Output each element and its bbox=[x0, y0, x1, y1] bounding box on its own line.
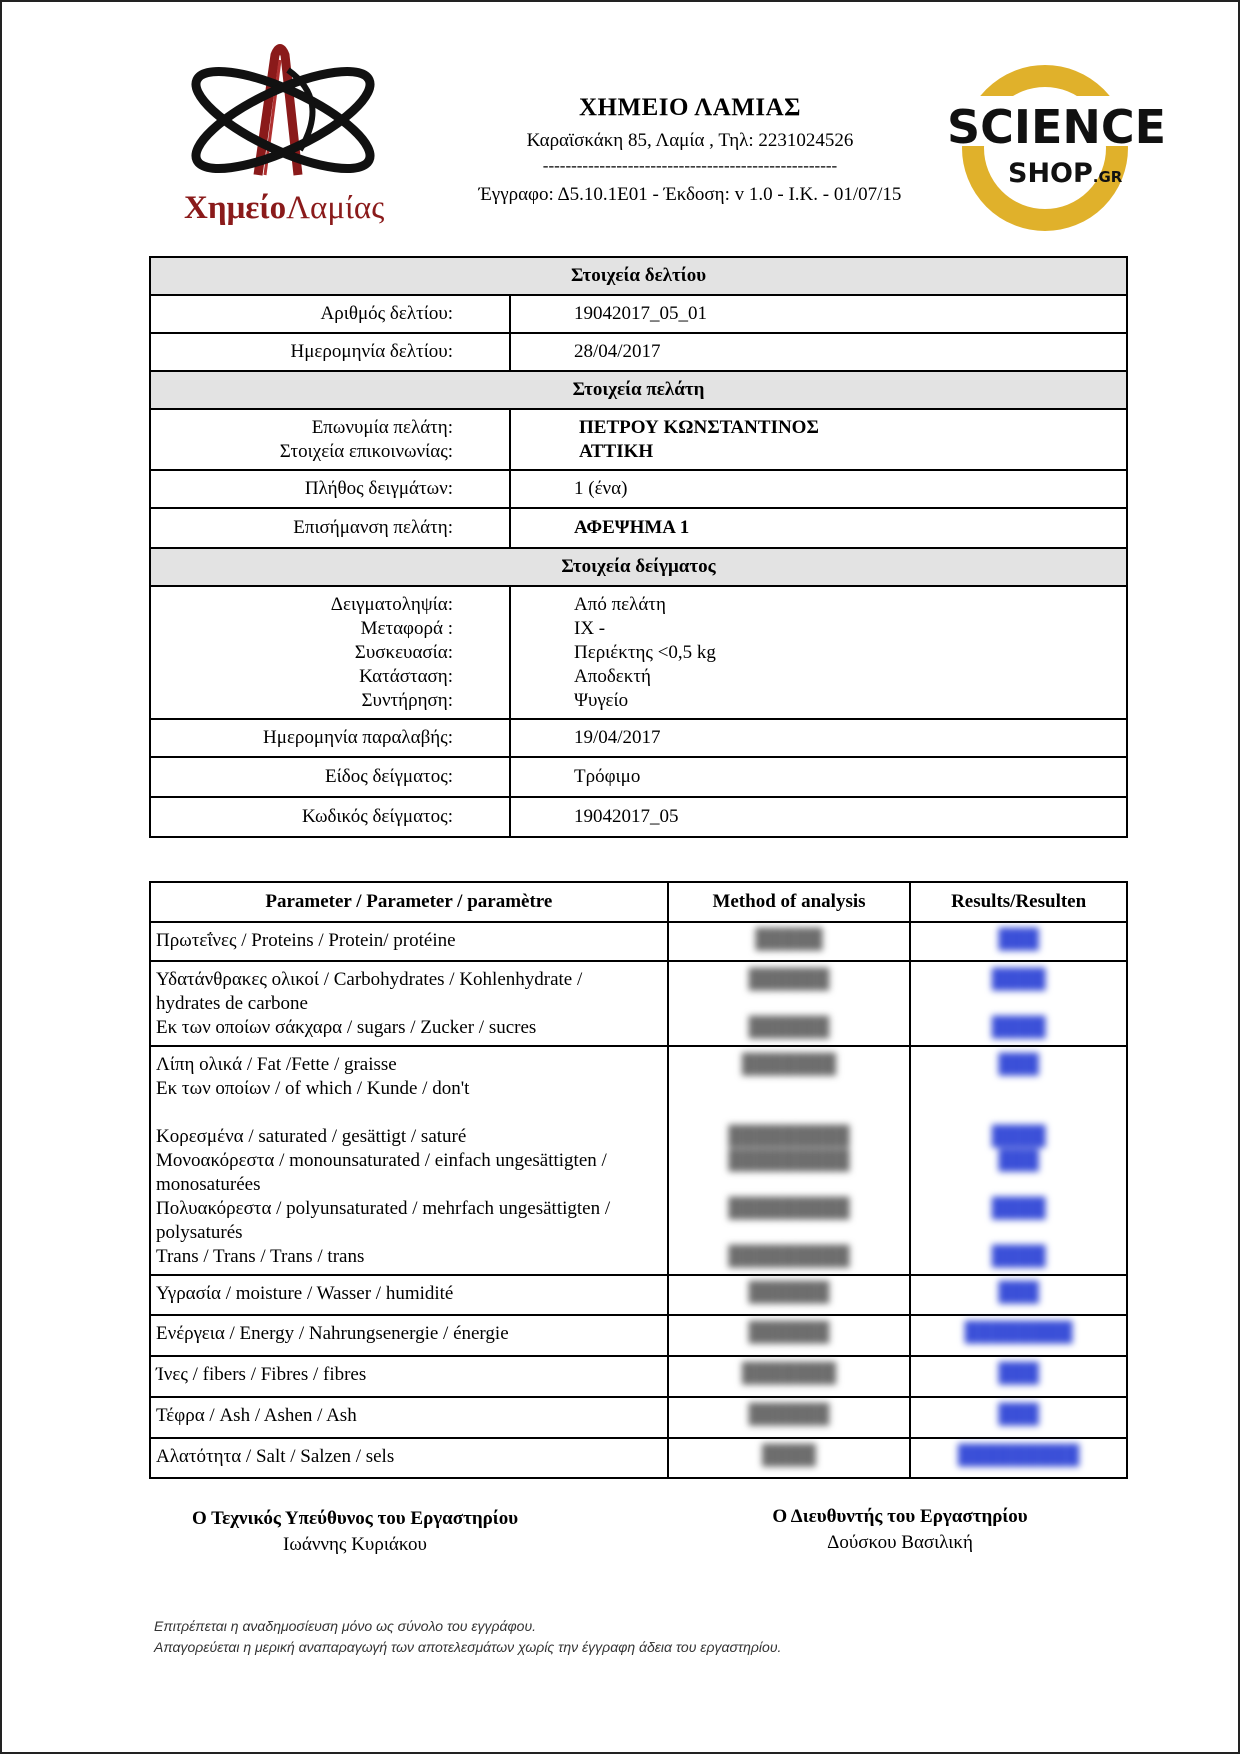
param-carbs-line1: Υδατάνθρακες ολικοί / Carbohydrates / Kohlenhydrate / bbox=[156, 969, 583, 990]
client-values bbox=[510, 409, 1127, 470]
client-contact-value: ΑΤΤΙΚΗ bbox=[579, 440, 654, 462]
lab-address: Καραϊσκάκη 85, Λαμία , Τηλ: 2231024526 bbox=[526, 130, 854, 151]
param-fat-poly-line2: polysaturés bbox=[156, 1222, 243, 1243]
director-signature bbox=[720, 1506, 1080, 1554]
samples-count-label: Πλήθος δειγμάτων: bbox=[150, 470, 510, 508]
condition-label: Κατάσταση: bbox=[359, 665, 453, 687]
report-date-label: Ημερομηνία δελτίου: bbox=[150, 333, 510, 371]
method-moisture-redacted: ██████ bbox=[668, 1275, 911, 1315]
technical-manager-signature bbox=[160, 1508, 550, 1556]
client-labels bbox=[150, 409, 510, 470]
packaging-label: Συσκευασία: bbox=[354, 641, 453, 663]
method-fibers-redacted: ███████ bbox=[668, 1356, 911, 1397]
storage-value: Ψυγείο bbox=[574, 689, 629, 711]
atom-icon bbox=[180, 40, 410, 190]
result-salt-redacted: █████████ bbox=[910, 1438, 1127, 1478]
method-energy-redacted: ██████ bbox=[668, 1315, 911, 1356]
logo-tld: .GR bbox=[1092, 168, 1123, 186]
footer-line-1: Επιτρέπεται η αναδημοσίευση μόνο ως σύνολο του εγγράφου. bbox=[154, 1618, 537, 1634]
report-info-table bbox=[149, 256, 1128, 838]
footer-notice bbox=[154, 1616, 781, 1658]
col-method-header: Method of analysis bbox=[668, 882, 911, 922]
param-carbs-line2: hydrates de carbone bbox=[156, 993, 308, 1014]
col-parameter-header: Parameter / Parameter / paramètre bbox=[150, 882, 668, 922]
tech-manager-name: Ιωάννης Κυριάκου bbox=[283, 1534, 427, 1555]
client-marking-value: ΑΦΕΨΗΜΑ 1 bbox=[510, 508, 1127, 548]
param-fat-mono-line2: monosaturées bbox=[156, 1174, 261, 1195]
table-row bbox=[150, 1397, 1127, 1438]
sample-code-label: Κωδικός δείγματος: bbox=[150, 797, 510, 837]
method-ash-redacted: ██████ bbox=[668, 1397, 911, 1438]
lab-logo bbox=[180, 40, 410, 235]
sample-values bbox=[510, 586, 1127, 719]
client-name-label: Επωνυμία πελάτη: bbox=[311, 416, 453, 438]
sample-type-value: Τρόφιμο bbox=[510, 757, 1127, 797]
sample-code-value: 19042017_05 bbox=[510, 797, 1127, 837]
receipt-date-value: 19/04/2017 bbox=[510, 719, 1127, 757]
method-salt-redacted: ████ bbox=[668, 1438, 911, 1478]
param-fat-trans: Trans / Trans / Trans / trans bbox=[156, 1246, 365, 1267]
param-fat-total: Λίπη ολικά / Fat /Fette / graisse bbox=[156, 1054, 397, 1075]
result-moisture-redacted: ███ bbox=[910, 1275, 1127, 1315]
director-role: Ο Διευθυντής του Εργαστηρίου bbox=[772, 1506, 1028, 1527]
storage-label: Συντήρηση: bbox=[361, 689, 453, 711]
method-proteins-redacted: █████ bbox=[668, 922, 911, 961]
result-proteins-redacted: ███ bbox=[910, 922, 1127, 961]
client-name-value: ΠΕΤΡΟΥ ΚΩΝΣΤΑΝΤΙΝΟΣ bbox=[579, 416, 819, 438]
param-proteins: Πρωτεΐνες / Proteins / Protein/ protéine bbox=[150, 922, 668, 961]
param-salt: Αλατότητα / Salt / Salzen / sels bbox=[150, 1438, 668, 1478]
param-fibers: Ίνες / fibers / Fibres / fibres bbox=[150, 1356, 668, 1397]
table-row bbox=[150, 1315, 1127, 1356]
section-client-header: Στοιχεία πελάτη bbox=[150, 371, 1127, 409]
lab-title: ΧΗΜΕΙΟ ΛΑΜΙΑΣ bbox=[578, 94, 801, 121]
header-separator: ---------------------------------------------------- bbox=[542, 156, 838, 175]
table-row bbox=[150, 1275, 1127, 1315]
logo-science: SCIENCE bbox=[947, 100, 1167, 154]
footer-line-2: Απαγορεύεται η μερική αναπαραγωγή των αποτελεσμάτων χωρίς την έγγραφη άδεια του εργαστηρίου. bbox=[154, 1639, 782, 1655]
analysis-results-table bbox=[149, 881, 1128, 1479]
logo-shop bbox=[1008, 158, 1122, 189]
method-carbs-redacted: ██████ ██████ bbox=[668, 961, 911, 1046]
logo-shop-text: SHOP bbox=[1008, 158, 1093, 189]
letterhead bbox=[470, 94, 910, 206]
science-shop-logo bbox=[945, 60, 1167, 235]
transport-value: ΙΧ - bbox=[574, 617, 606, 639]
param-fat-mono-line1: Μονοακόρεστα / monounsaturated / einfach ungesättigten / bbox=[156, 1150, 607, 1171]
table-row bbox=[150, 1356, 1127, 1397]
col-result-header: Results/Resulten bbox=[910, 882, 1127, 922]
section-report-header: Στοιχεία δελτίου bbox=[150, 257, 1127, 295]
result-ash-redacted: ███ bbox=[910, 1397, 1127, 1438]
report-date-value: 28/04/2017 bbox=[510, 333, 1127, 371]
document-line: Έγγραφο: Δ5.10.1Ε01 - Έκδοση: v 1.0 - Ι.Κ. - 01/07/15 bbox=[478, 184, 902, 205]
transport-label: Μεταφορά : bbox=[360, 617, 453, 639]
table-row bbox=[150, 1046, 1127, 1275]
condition-value: Αποδεκτή bbox=[574, 665, 651, 687]
result-fibers-redacted: ███ bbox=[910, 1356, 1127, 1397]
report-number-value: 19042017_05_01 bbox=[510, 295, 1127, 333]
result-energy-redacted: ████████ bbox=[910, 1315, 1127, 1356]
param-carbohydrates bbox=[150, 961, 668, 1046]
param-energy: Ενέργεια / Energy / Nahrungsenergie / énergie bbox=[150, 1315, 668, 1356]
param-ash: Τέφρα / Ash / Ashen / Ash bbox=[150, 1397, 668, 1438]
client-contact-label: Στοιχεία επικοινωνίας: bbox=[279, 440, 453, 462]
sampling-value: Από πελάτη bbox=[574, 593, 666, 615]
sample-labels bbox=[150, 586, 510, 719]
receipt-date-label: Ημερομηνία παραλαβής: bbox=[150, 719, 510, 757]
param-sugars: Εκ των οποίων σάκχαρα / sugars / Zucker / sucres bbox=[156, 1017, 537, 1038]
table-row bbox=[150, 922, 1127, 961]
packaging-value: Περιέκτης <0,5 kg bbox=[574, 641, 716, 663]
director-name: Δούσκου Βασιλική bbox=[827, 1532, 973, 1553]
param-fat-of-which: Εκ των οποίων / of which / Kunde / don't bbox=[156, 1078, 470, 1099]
tech-manager-role: Ο Τεχνικός Υπεύθυνος του Εργαστηρίου bbox=[191, 1508, 519, 1529]
result-fat-redacted: ███ ████ ███ ████ ████ bbox=[910, 1046, 1127, 1275]
param-moisture: Υγρασία / moisture / Wasser / humidité bbox=[150, 1275, 668, 1315]
param-fat bbox=[150, 1046, 668, 1275]
wordmark-light: Λαμίας bbox=[286, 190, 385, 226]
table-row bbox=[150, 961, 1127, 1046]
sample-type-label: Είδος δείγματος: bbox=[150, 757, 510, 797]
samples-count-value: 1 (ένα) bbox=[510, 470, 1127, 508]
param-fat-saturated: Κορεσμένα / saturated / gesättigt / saturé bbox=[156, 1126, 467, 1147]
param-fat-poly-line1: Πολυακόρεστα / polyunsaturated / mehrfach ungesättigten / bbox=[156, 1198, 611, 1219]
method-fat-redacted: ███████ █████████ █████████ █████████ █████████ bbox=[668, 1046, 911, 1275]
table-row bbox=[150, 1438, 1127, 1478]
lab-wordmark bbox=[184, 190, 384, 227]
report-number-label: Αριθμός δελτίου: bbox=[150, 295, 510, 333]
wordmark-bold: Χημείο bbox=[184, 190, 287, 226]
client-marking-label: Επισήμανση πελάτη: bbox=[150, 508, 510, 548]
sampling-label: Δειγματοληψία: bbox=[330, 593, 453, 615]
result-carbs-redacted: ████ ████ bbox=[910, 961, 1127, 1046]
section-sample-header: Στοιχεία δείγματος bbox=[150, 548, 1127, 586]
